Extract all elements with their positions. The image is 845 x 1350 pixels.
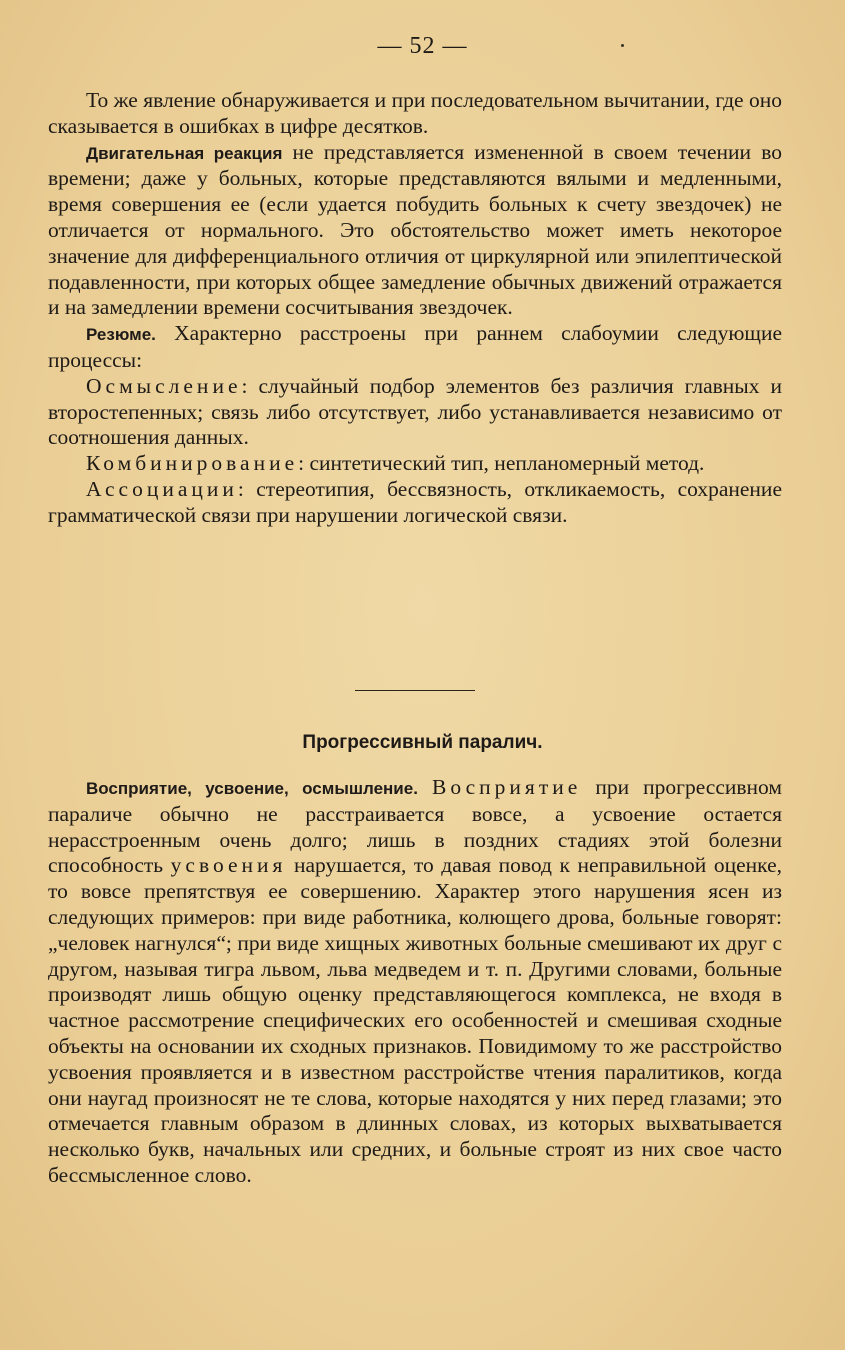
paragraph-text: : стереотипия, бессвязность, откликаемость, сохранение грамматической связи при нарушении логической связи. [48,476,782,527]
spaced-term: Комбинирование [86,451,299,476]
page-number: — 52 — [377,33,468,59]
spaced-term: Осмысление [86,373,242,398]
section-title: Прогрессивный паралич. [302,732,543,753]
paragraph-text: при прогрессивном параличе обычно не расстраивается вовсе, а усвоение остается нерасстроенным очень долго; лишь в поздних стадиях этой болезни способность [48,775,782,878]
paragraph-text: Характерно расстроены при раннем слабоумии следующие процессы: [48,321,782,372]
paragraph-motor-reaction [48,140,782,322]
paragraph-lead: Двигательная реакция [86,143,283,163]
paragraph-lead: Восприятие, усвоение, осмышление. [86,779,418,798]
spaced-term: Восприятие [432,775,582,799]
paragraph-text: : случайный подбор элементов без различия главных и второстепенных; связь либо отсутствует, либо устанавливается независимо от соотношения данных. [48,373,782,450]
spaced-term: усвоения [170,853,287,878]
paragraph-lead: Резюме. [86,325,156,345]
spaced-term: Ассоциации [86,476,238,501]
paragraph-subtraction [48,88,782,140]
print-speck [621,44,624,47]
section-two-text [48,775,782,1189]
paragraph-text: не представляется измененной в своем течении во времени; даже у больных, которые представляются вялыми и медленными, время совершения ее (если удается побудить больных к счету звездочек) не отличается от нормального. Это обстоятельство может иметь некоторое значение для дифференциального отличия от циркулярной или эпилептической подавленности, при которых общее замедление обычных движений отражается и на замедлении времени сосчитывания звездочек. [48,139,782,320]
paragraph-associations [48,477,782,529]
paragraph-text: : синтетический тип, непланомерный метод. [298,451,705,476]
paragraph-text: То же явление обнаруживается и при последовательном вычитании, где оно сказывается в ошибках в цифре десятков. [48,88,782,138]
paragraph-summary [48,321,782,374]
paragraph-combination [48,451,782,477]
section-one-text [48,88,782,529]
paragraph-comprehension [48,374,782,451]
paragraph-text: нарушается, то давая повод к неправильной оценке, то вовсе препятствуя ее совершению. Характер этого нарушения ясен из следующих примеров: при виде работника, колющего дрова, больные говорят: „человек нагнулся“; при виде хищных животных больные смешивают их друг с другом, называя тигра львом, льва медведем и т. п. Другими словами, больные производят лишь общую оценку представляющегося комплекса, не входя в частное рассмотрение специфических его особенностей и смешивая сходные объекты на основании их сходных признаков. Повидимому то же расстройство усвоения проявляется и в известном расстройстве чтения паралитиков, когда они наугад произносят не те слова, которые находятся у них перед глазами; это отмечается главным образом в длинных словах, из которых выхватывается несколько букв, начальных или средних, и больные строят из них свое часто бессмысленное слово. [48,853,782,1187]
paragraph-perception [48,775,782,1189]
section-divider [355,690,475,691]
